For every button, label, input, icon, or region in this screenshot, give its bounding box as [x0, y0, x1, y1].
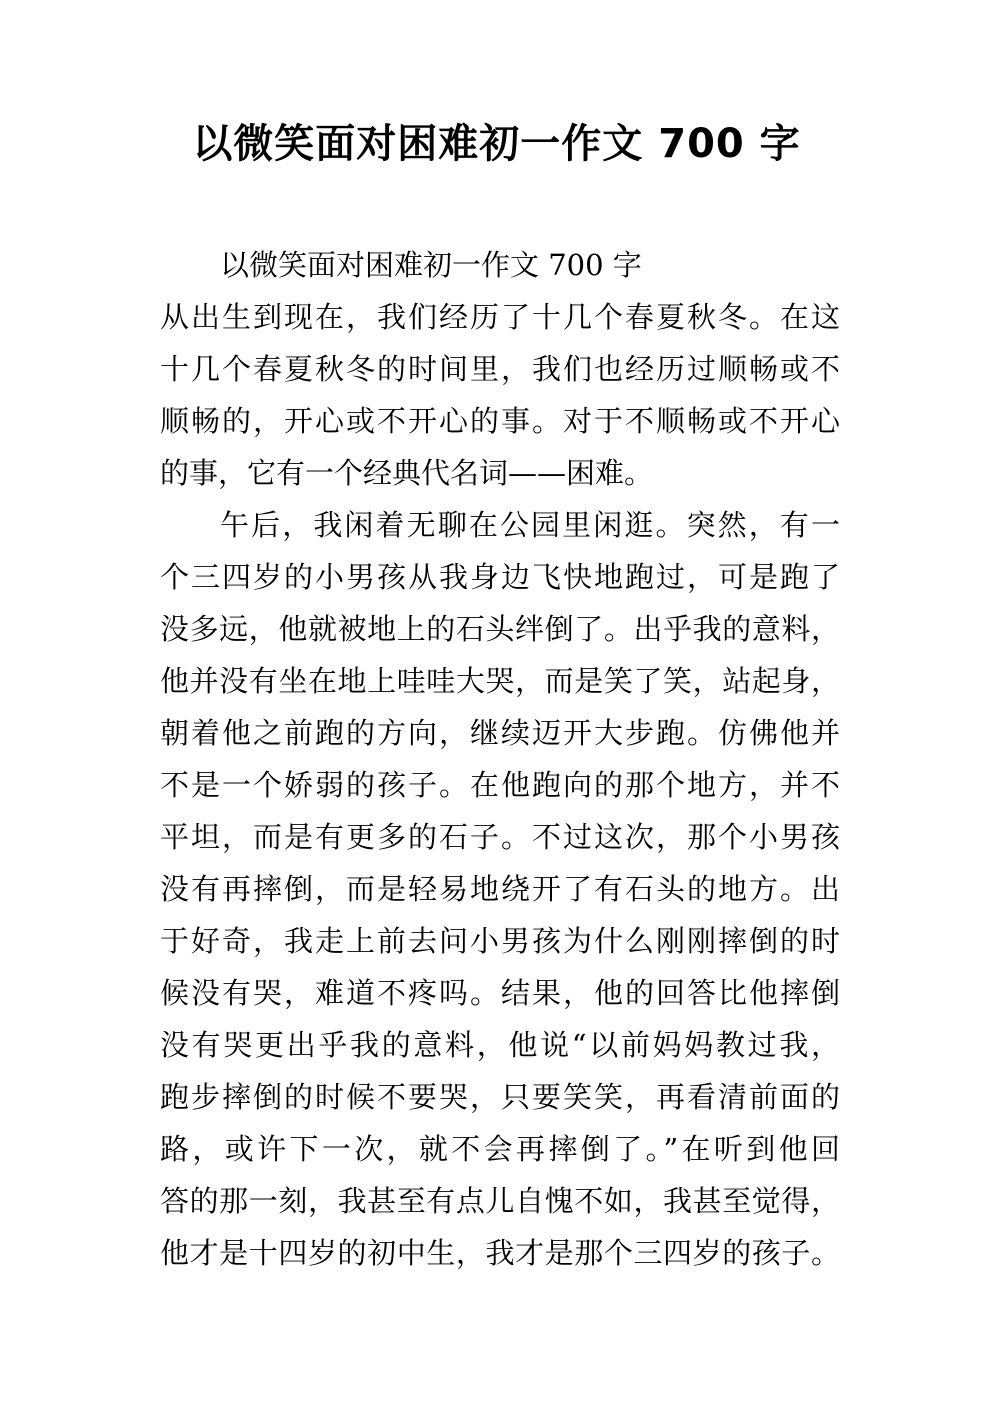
text-line: 没多远，他就被地上的石头绊倒了。出乎我的意料，: [160, 612, 840, 646]
text-line: 平坦，而是有更多的石子。不过这次，那个小男孩: [160, 820, 840, 854]
text-line: 没有再摔倒，而是轻易地绕开了有石头的地方。出: [160, 872, 840, 906]
text-line: 于好奇，我走上前去问小男孩为什么刚刚摔倒的时: [160, 924, 840, 958]
text-line: 十几个春夏秋冬的时间里，我们也经历过顺畅或不: [160, 352, 840, 386]
text-line: 没有哭更出乎我的意料，他说“以前妈妈教过我，: [160, 1028, 840, 1062]
text-line: 以微笑面对困难初一作文 700 字: [220, 248, 642, 282]
text-line: 朝着他之前跑的方向，继续迈开大步跑。仿佛他并: [160, 716, 840, 750]
text-line: 路，或许下一次，就不会再摔倒了。”在听到他回: [160, 1132, 840, 1166]
text-line: 不是一个娇弱的孩子。在他跑向的那个地方，并不: [160, 768, 840, 802]
page-title: 以微笑面对困难初一作文 700 字: [192, 121, 801, 167]
text-line: 答的那一刻，我甚至有点儿自愧不如，我甚至觉得，: [160, 1184, 840, 1218]
text-line: 他才是十四岁的初中生，我才是那个三四岁的孩子。: [160, 1236, 840, 1270]
document-body: [160, 239, 840, 1279]
text-line: 顺畅的，开心或不开心的事。对于不顺畅或不开心: [160, 404, 840, 438]
text-line: 跑步摔倒的时候不要哭，只要笑笑，再看清前面的: [160, 1080, 840, 1114]
text-line: 他并没有坐在地上哇哇大哭，而是笑了笑，站起身，: [160, 664, 840, 698]
text-line: 午后，我闲着无聊在公园里闲逛。突然，有一: [220, 508, 840, 542]
text-line: 候没有哭，难道不疼吗。结果，他的回答比他摔倒: [160, 976, 840, 1010]
text-line: 的事，它有一个经典代名词——困难。: [160, 456, 654, 490]
text-line: 个三四岁的小男孩从我身边飞快地跑过，可是跑了: [160, 560, 840, 594]
text-line: 从出生到现在，我们经历了十几个春夏秋冬。在这: [160, 300, 840, 334]
